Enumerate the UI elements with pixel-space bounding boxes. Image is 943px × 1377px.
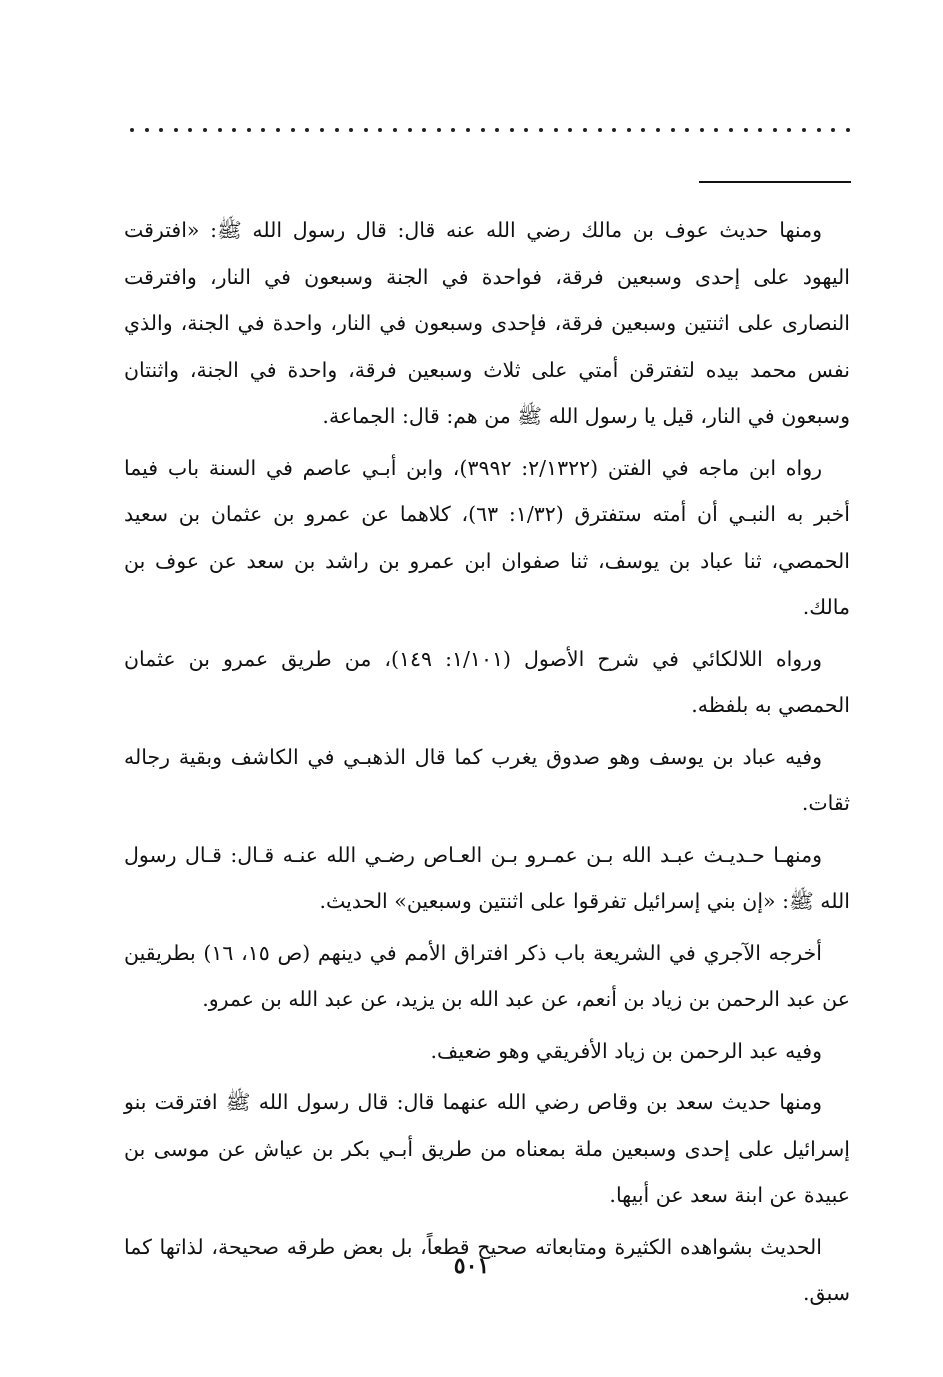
paragraph-afriqi-note: وفيه عبد الرحمن بن زياد الأفريقي وهو ضعيف. [430, 1038, 822, 1063]
body-text [124, 207, 850, 1322]
footnote-rule [699, 181, 851, 183]
paragraph-abdullah-hadith: ومنهـا حـديـث عبـد الله بـن عمـرو بـن العـاص رضـي الله عنـه قـال: قـال رسول الله ﷺ: «إن بني إسرائيل تفرقوا على اثنتين وسبعين» الحديث. [124, 842, 850, 913]
paragraph-saad-hadith: ومنها حديث سعد بن وقاص رضي الله عنهما قال: قال رسول الله ﷺ افترقت بنو إسرائيل على إحدى وسبعين ملة بمعناه من طريق أبـي بكر بن عياش عن موسى بن عبيدة عن ابنة سعد عن أبيها. [124, 1090, 850, 1207]
paragraph-awf-hadith: ومنها حديث عوف بن مالك رضي الله عنه قال: قال رسول الله ﷺ: «افترقت اليهود على إحدى وسبعين فرقة، فواحدة في الجنة وسبعون في النار، وافترقت النصارى على اثنتين وسبعين فرقة، فإحدى وسبعون في النار، واحدة في الجنة، والذي نفس محمد بيده لتفترقن أمتي على ثلاث وسبعين فرقة، واحدة في الجنة، واثنتان وسبعون في النار، قيل يا رسول الله ﷺ من هم: قال: الجماعة. [124, 218, 850, 428]
paragraph-conclusion: الحديث بشواهده الكثيرة ومتابعاته صحيح قطعاً، بل بعض طرقه صحيحة، لذاتها كما سبق. [124, 1234, 850, 1305]
paragraph-abbad-note: وفيه عباد بن يوسف وهو صدوق يغرب كما قال الذهبـي في الكاشف وبقية رجاله ثقات. [124, 744, 850, 815]
page-number: ٥٠١ [453, 1253, 490, 1279]
paragraph-ibn-majah: رواه ابن ماجه في الفتن (٢/١٣٢٢: ٣٩٩٢)، وابن أبـي عاصم في السنة باب فيما أخبر به النبـي أن أمته ستفترق (١/٣٢: ٦٣)، كلاهما عن عمرو بن عثمان بن سعيد الحمصي، ثنا عباد بن يوسف، ثنا صفوان ابن عمرو بن راشد بن سعد عن عوف بن مالك. [124, 455, 850, 619]
paragraph-ajurri: أخرجه الآجري في الشريعة باب ذكر افتراق الأمم في دينهم (ص ١٥، ١٦) بطريقين عن عبد الرحمن بن زياد بن أنعم، عن عبد الله بن يزيد، عن عبد الله بن عمرو. [124, 940, 850, 1011]
paragraph-lalakai: ورواه اللالكائي في شرح الأصول (١/١٠١: ١٤٩)، من طريق عمرو بن عثمان الحمصي به بلفظه. [124, 646, 850, 717]
dotted-separator [130, 118, 850, 142]
